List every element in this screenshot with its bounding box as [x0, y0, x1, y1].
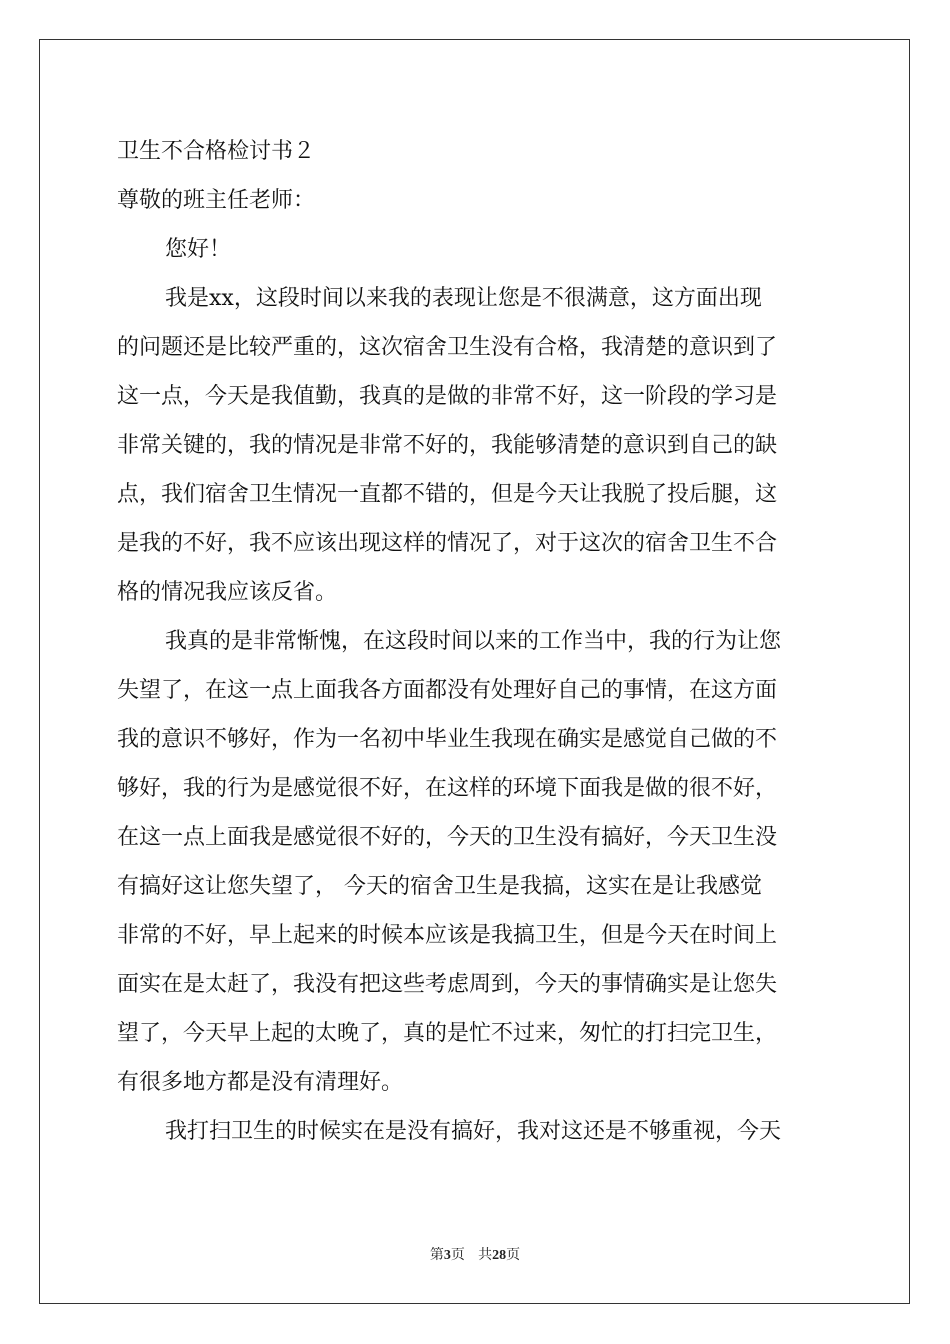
page-number: 3 — [443, 1248, 451, 1263]
paragraph-line: 是我的不好，我不应该出现这样的情况了，对于这次的宿舍卫生不合 — [117, 531, 778, 556]
paragraph — [117, 1107, 833, 1156]
paragraph-line: 我的意识不够好，作为一名初中毕业生我现在确实是感觉自己做的不 — [117, 727, 778, 752]
paragraph-line: 失望了，在这一点上面我各方面都没有处理好自己的事情，在这方面 — [117, 678, 778, 703]
document-title: 卫生不合格检讨书２ — [117, 139, 316, 164]
paragraph-line: 非常的不好，早上起来的时候本应该是我搞卫生，但是今天在时间上 — [117, 923, 778, 948]
total-prefix: 共 — [478, 1247, 493, 1263]
paragraph-line: 的问题还是比较严重的，这次宿舍卫生没有合格，我清楚的意识到了 — [117, 335, 778, 360]
greeting: 您好！ — [165, 237, 232, 262]
paragraph-line: 我真的是非常惭愧，在这段时间以来的工作当中，我的行为让您 — [165, 629, 782, 654]
paragraph — [117, 274, 833, 617]
paragraph — [117, 617, 833, 1107]
paragraph-line: 有很多地方都是没有清理好。 — [117, 1070, 404, 1095]
total-pages: 28 — [492, 1248, 507, 1263]
page-suffix: 页 — [450, 1247, 465, 1263]
page-prefix: 第 — [429, 1247, 444, 1263]
paragraph-line: 点，我们宿舍卫生情况一直都不错的，但是今天让我脱了投后腿，这 — [117, 482, 778, 507]
salutation: 尊敬的班主任老师： — [117, 188, 316, 213]
paragraph-line: 我打扫卫生的时候实在是没有搞好，我对这还是不够重视，今天 — [165, 1119, 782, 1144]
paragraph-line: 在这一点上面我是感觉很不好的，今天的卫生没有搞好，今天卫生没 — [117, 825, 778, 850]
document-body — [117, 127, 833, 1156]
paragraph-line: 我是xx，这段时间以来我的表现让您是不很满意，这方面出现 — [165, 286, 762, 311]
paragraph-line: 有搞好这让您失望了， 今天的宿舍卫生是我搞，这实在是让我感觉 — [117, 874, 762, 899]
paragraph-line: 望了，今天早上起的太晚了，真的是忙不过来，匆忙的打扫完卫生， — [117, 1021, 778, 1046]
paragraph-line: 这一点，今天是我值勤，我真的是做的非常不好，这一阶段的学习是 — [117, 384, 778, 409]
paragraph-line: 够好，我的行为是感觉很不好，在这样的环境下面我是做的很不好， — [117, 776, 778, 801]
page-footer — [0, 1244, 950, 1264]
paragraph-line: 非常关键的，我的情况是非常不好的，我能够清楚的意识到自己的缺 — [117, 433, 778, 458]
paragraph-line: 面实在是太赶了，我没有把这些考虑周到，今天的事情确实是让您失 — [117, 972, 778, 997]
total-suffix: 页 — [506, 1247, 521, 1263]
paragraph-line: 格的情况我应该反省。 — [117, 580, 338, 605]
